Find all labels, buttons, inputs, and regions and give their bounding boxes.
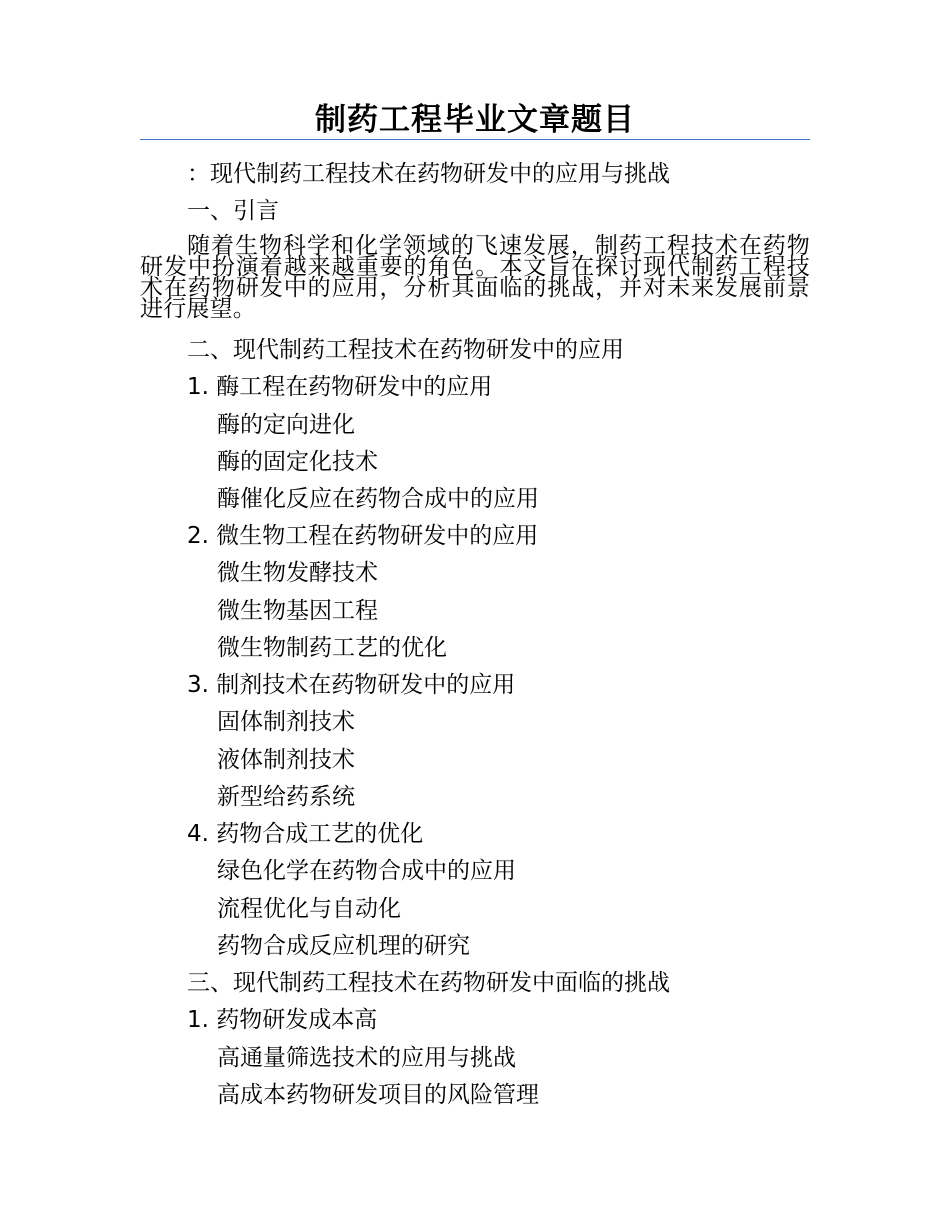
list-item: 酶催化反应在药物合成中的应用 [217, 486, 539, 512]
subsection-heading: 1. 药物研发成本高 [187, 1007, 378, 1033]
subsection-heading: 2. 微生物工程在药物研发中的应用 [187, 523, 539, 549]
section-heading-introduction: 一、引言 [187, 198, 279, 224]
list-item: 微生物基因工程 [217, 598, 378, 624]
list-item: 绿色化学在药物合成中的应用 [217, 858, 516, 884]
list-item: 流程优化与自动化 [217, 896, 401, 922]
section-heading-applications: 二、现代制药工程技术在药物研发中的应用 [187, 337, 624, 363]
list-item: 药物合成反应机理的研究 [217, 933, 470, 959]
subsection-heading: 3. 制剂技术在药物研发中的应用 [187, 672, 516, 698]
list-item: 高成本药物研发项目的风险管理 [217, 1082, 539, 1108]
introduction-paragraph: 随着生物科学和化学领域的飞速发展，制药工程技术在药物研发中扮演着越来越重要的角色。本文旨在探讨现代制药工程技术在药物研发中的应用，分析其面临的挑战，并对未来发展前景进行展望。 [140, 233, 810, 322]
list-item: 酶的定向进化 [217, 412, 355, 438]
list-item: 微生物制药工艺的优化 [217, 635, 447, 661]
list-item: 微生物发酵技术 [217, 560, 378, 586]
list-item: 新型给药系统 [217, 784, 355, 810]
list-item: 液体制剂技术 [217, 747, 355, 773]
section-heading-challenges: 三、现代制药工程技术在药物研发中面临的挑战 [187, 970, 670, 996]
document-subtitle: ：现代制药工程技术在药物研发中的应用与挑战 [187, 161, 670, 187]
document-title: 制药工程毕业文章题目 [315, 102, 635, 138]
list-item: 酶的固定化技术 [217, 449, 378, 475]
subsection-heading: 4. 药物合成工艺的优化 [187, 821, 424, 847]
subsection-heading: 1. 酶工程在药物研发中的应用 [187, 374, 493, 400]
title-underline [140, 139, 810, 140]
list-item: 高通量筛选技术的应用与挑战 [217, 1045, 516, 1071]
list-item: 固体制剂技术 [217, 709, 355, 735]
